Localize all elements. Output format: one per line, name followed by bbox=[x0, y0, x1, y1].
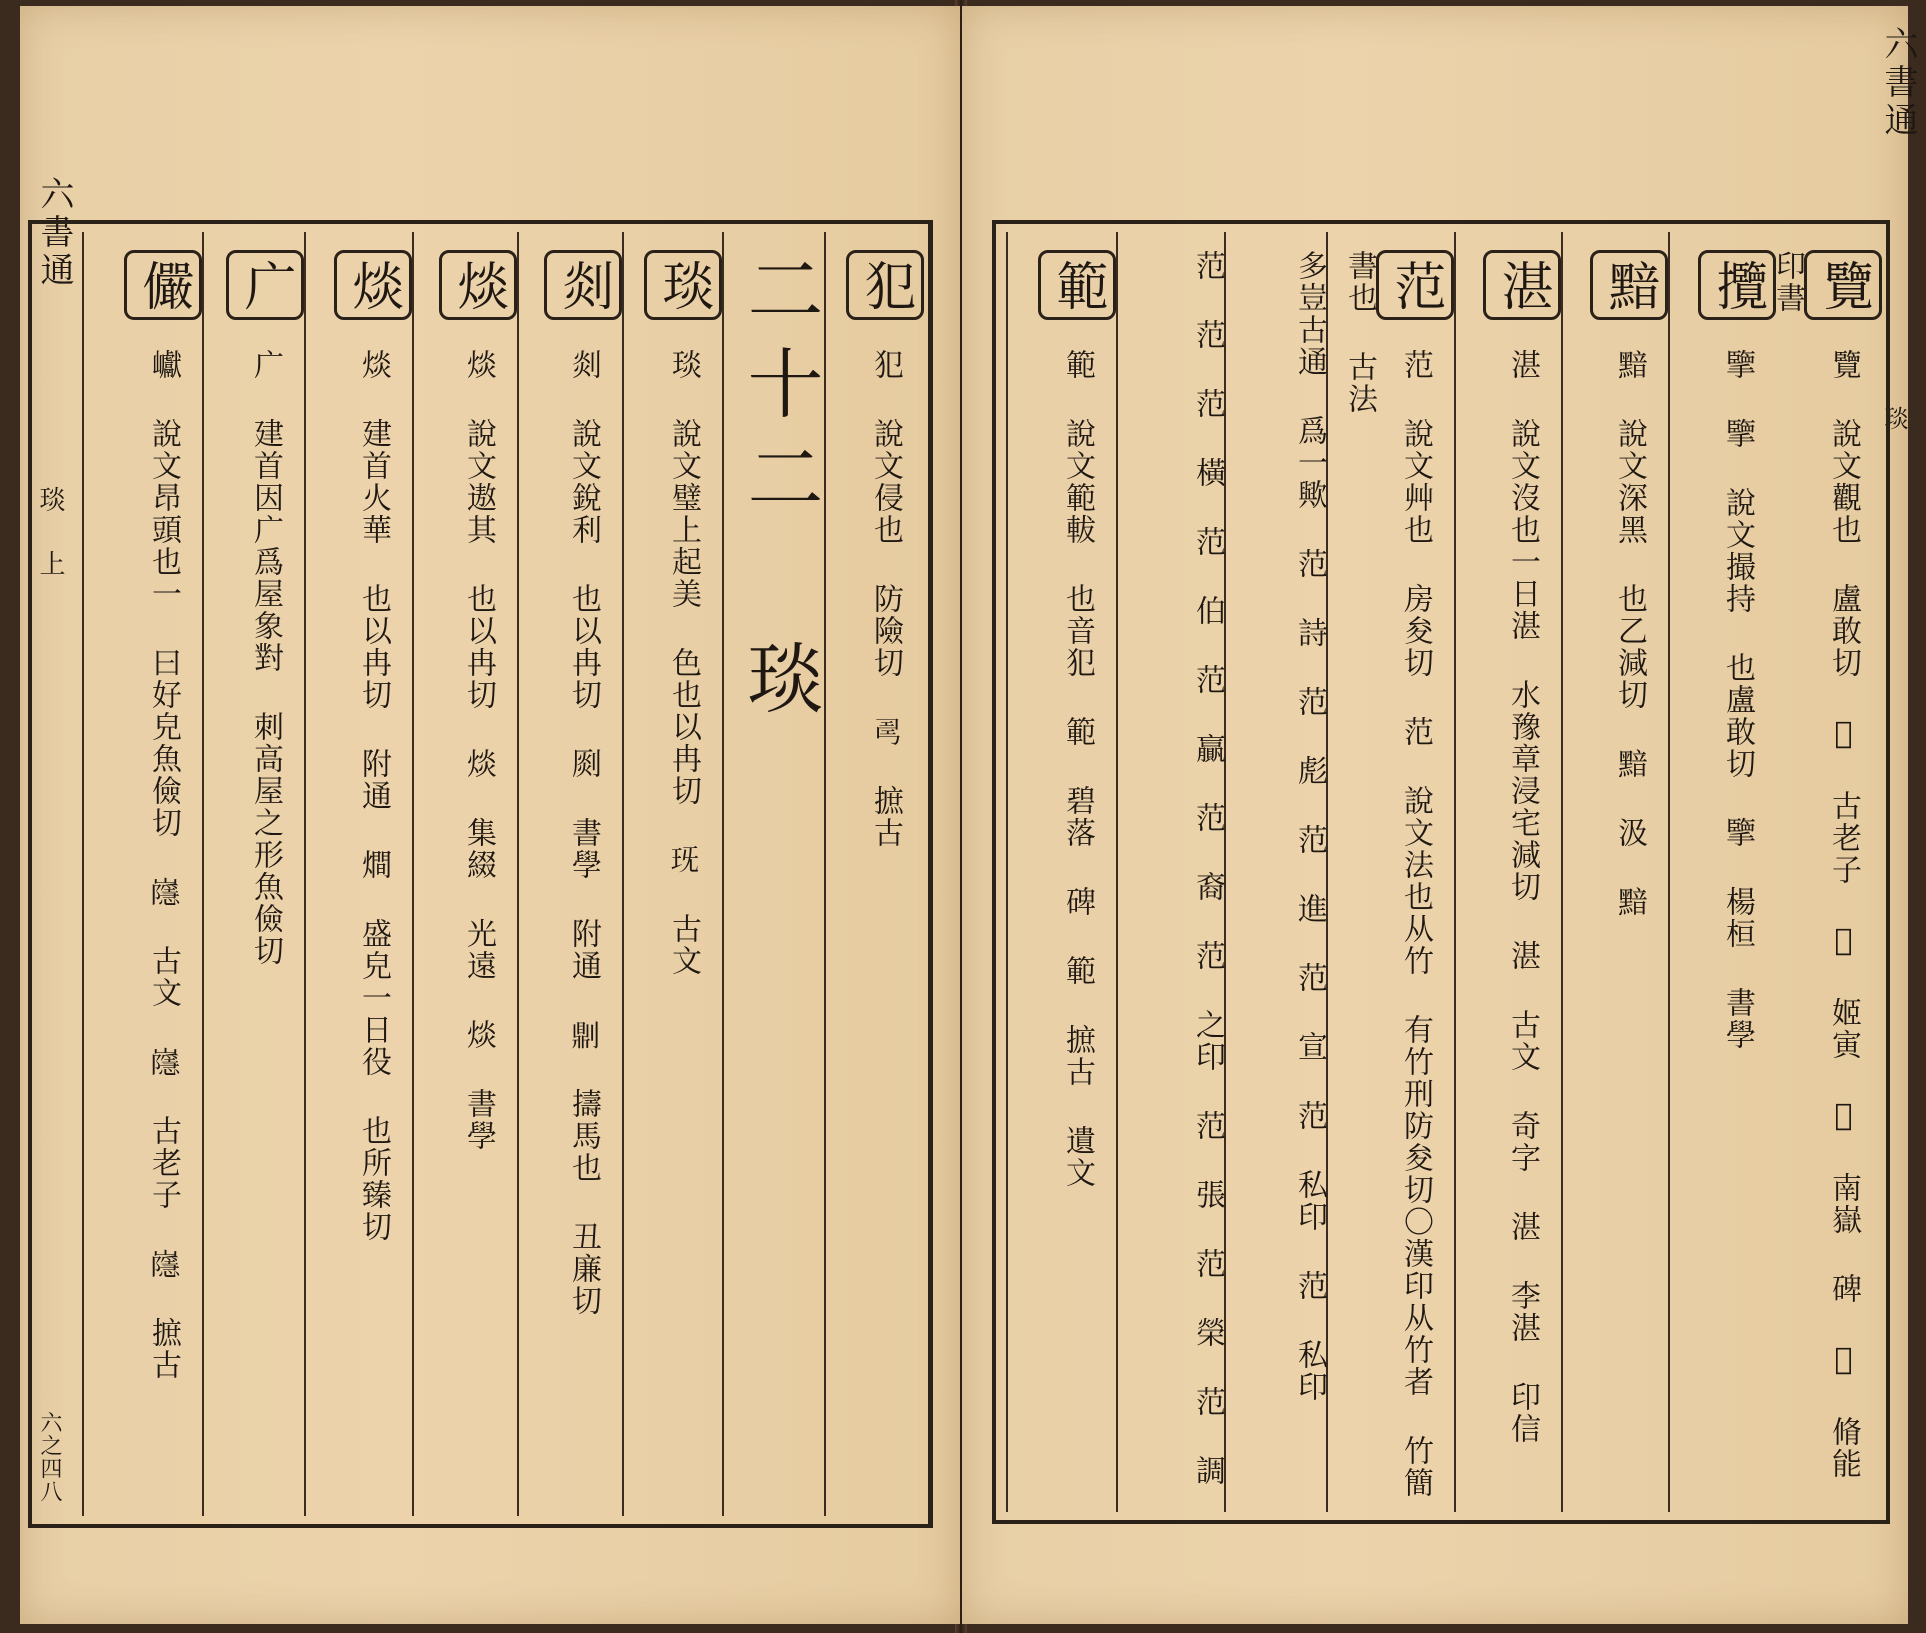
right-margin-title: 六書通 bbox=[1878, 26, 1918, 140]
column-㷋-1 bbox=[412, 232, 517, 1516]
left-margin-subtitle: 琰 上 bbox=[35, 486, 65, 580]
column-text: 剡 說文銳利 也以冉切 㓹 書學 附通 𠟭 擣馬也 丑廉切 bbox=[566, 349, 601, 1317]
head-character: 儼 bbox=[124, 250, 202, 320]
column-text: 㷋 說文遨其 也以冉切 㷋 集綴 光遠 㷋 書學 bbox=[461, 349, 496, 1152]
column-text: 犯 說文侵也 防險切 𢏚 摭古 bbox=[868, 349, 903, 849]
column-text: 㷋 建首火華 也以冉切 附通 𤏐 盛皃一日役 也所臻切 bbox=[356, 349, 391, 1243]
column-㷋-2 bbox=[304, 232, 412, 1516]
column-text: 湛 說文沒也一日湛 水豫章浸宅減切 湛 古文 奇字 湛 李湛 印信 bbox=[1505, 349, 1540, 1445]
head-character: 㷋 bbox=[439, 250, 517, 320]
column-rhyme-heading bbox=[722, 232, 824, 1516]
column-text: 巘 說文昂頭也一 曰好皃魚儉切 𡾯 古文 𡾯 古老子 𡾯 摭古 bbox=[146, 349, 181, 1381]
head-character: 範 bbox=[1038, 250, 1116, 320]
head-character: 覽 bbox=[1804, 250, 1882, 320]
column-范-seals-2 bbox=[1116, 232, 1224, 1512]
left-page bbox=[20, 6, 960, 1624]
column-text: 多豈古通 爲一歟 范 詩 范 彪 范 進 范 宣 范 私印 范 私印 bbox=[1292, 250, 1327, 1403]
column-text: 范 范 范 橫 范 伯 范 贏 范 裔 范 之印 范 張 范 榮 范 調 bbox=[1190, 250, 1225, 1487]
left-text-frame bbox=[28, 220, 933, 1528]
column-text: 黯 說文深黑 也乙減切 黯 汲 黯 bbox=[1612, 349, 1647, 918]
column-text: 範 說文範軷 也音犯 範 碧落 碑 範 摭古 遺文 bbox=[1060, 349, 1095, 1189]
column-黯 bbox=[1561, 232, 1668, 1512]
column-琰 bbox=[622, 232, 722, 1516]
column-范 bbox=[1326, 232, 1454, 1512]
column-text: 覽 說文觀也 盧敢切 𥌒 古老子 𥌒 姬寅 𥌒 南嶽 碑 𥌒 脩能 印書 bbox=[1770, 250, 1861, 1480]
rhyme-heading: 二十二 琰 bbox=[735, 250, 824, 733]
column-範 bbox=[1006, 232, 1116, 1512]
right-page bbox=[962, 6, 1918, 1624]
head-character: 广 bbox=[226, 250, 304, 320]
column-湛 bbox=[1454, 232, 1561, 1512]
column-儼 bbox=[82, 232, 202, 1516]
head-character: 黯 bbox=[1590, 250, 1668, 320]
column-犯 bbox=[824, 232, 924, 1516]
head-character: 湛 bbox=[1483, 250, 1561, 320]
column-text: 范 說文艸也 房夋切 范 說文法也从竹 有竹刑防夋切〇漢印从竹者 竹簡書也 古法 bbox=[1342, 250, 1433, 1499]
head-character: 㷋 bbox=[334, 250, 412, 320]
right-margin-subtitle: 琰 bbox=[1880, 406, 1908, 434]
head-character: 犯 bbox=[846, 250, 924, 320]
head-character: 琰 bbox=[644, 250, 722, 320]
column-text: 琰 說文璧上起美 色也以冉切 𤤍 古文 bbox=[666, 349, 701, 977]
right-text-frame bbox=[992, 220, 1890, 1524]
column-text: 擥 擥 說文撮持 也盧敢切 擥 楊桓 書學 bbox=[1720, 349, 1755, 1051]
column-范-seals-1 bbox=[1224, 232, 1326, 1512]
left-margin-title: 六書通 bbox=[34, 176, 74, 290]
column-剡 bbox=[517, 232, 622, 1516]
left-folio: 六之四八 bbox=[37, 1411, 62, 1503]
head-character: 攬 bbox=[1698, 250, 1776, 320]
column-text: 广 建首因广爲屋象對 刺高屋之形魚儉切 bbox=[248, 349, 283, 967]
column-覽 bbox=[1770, 232, 1882, 1512]
column-广 bbox=[202, 232, 304, 1516]
head-character: 范 bbox=[1376, 250, 1454, 320]
head-character: 剡 bbox=[544, 250, 622, 320]
column-攬 bbox=[1668, 232, 1776, 1512]
